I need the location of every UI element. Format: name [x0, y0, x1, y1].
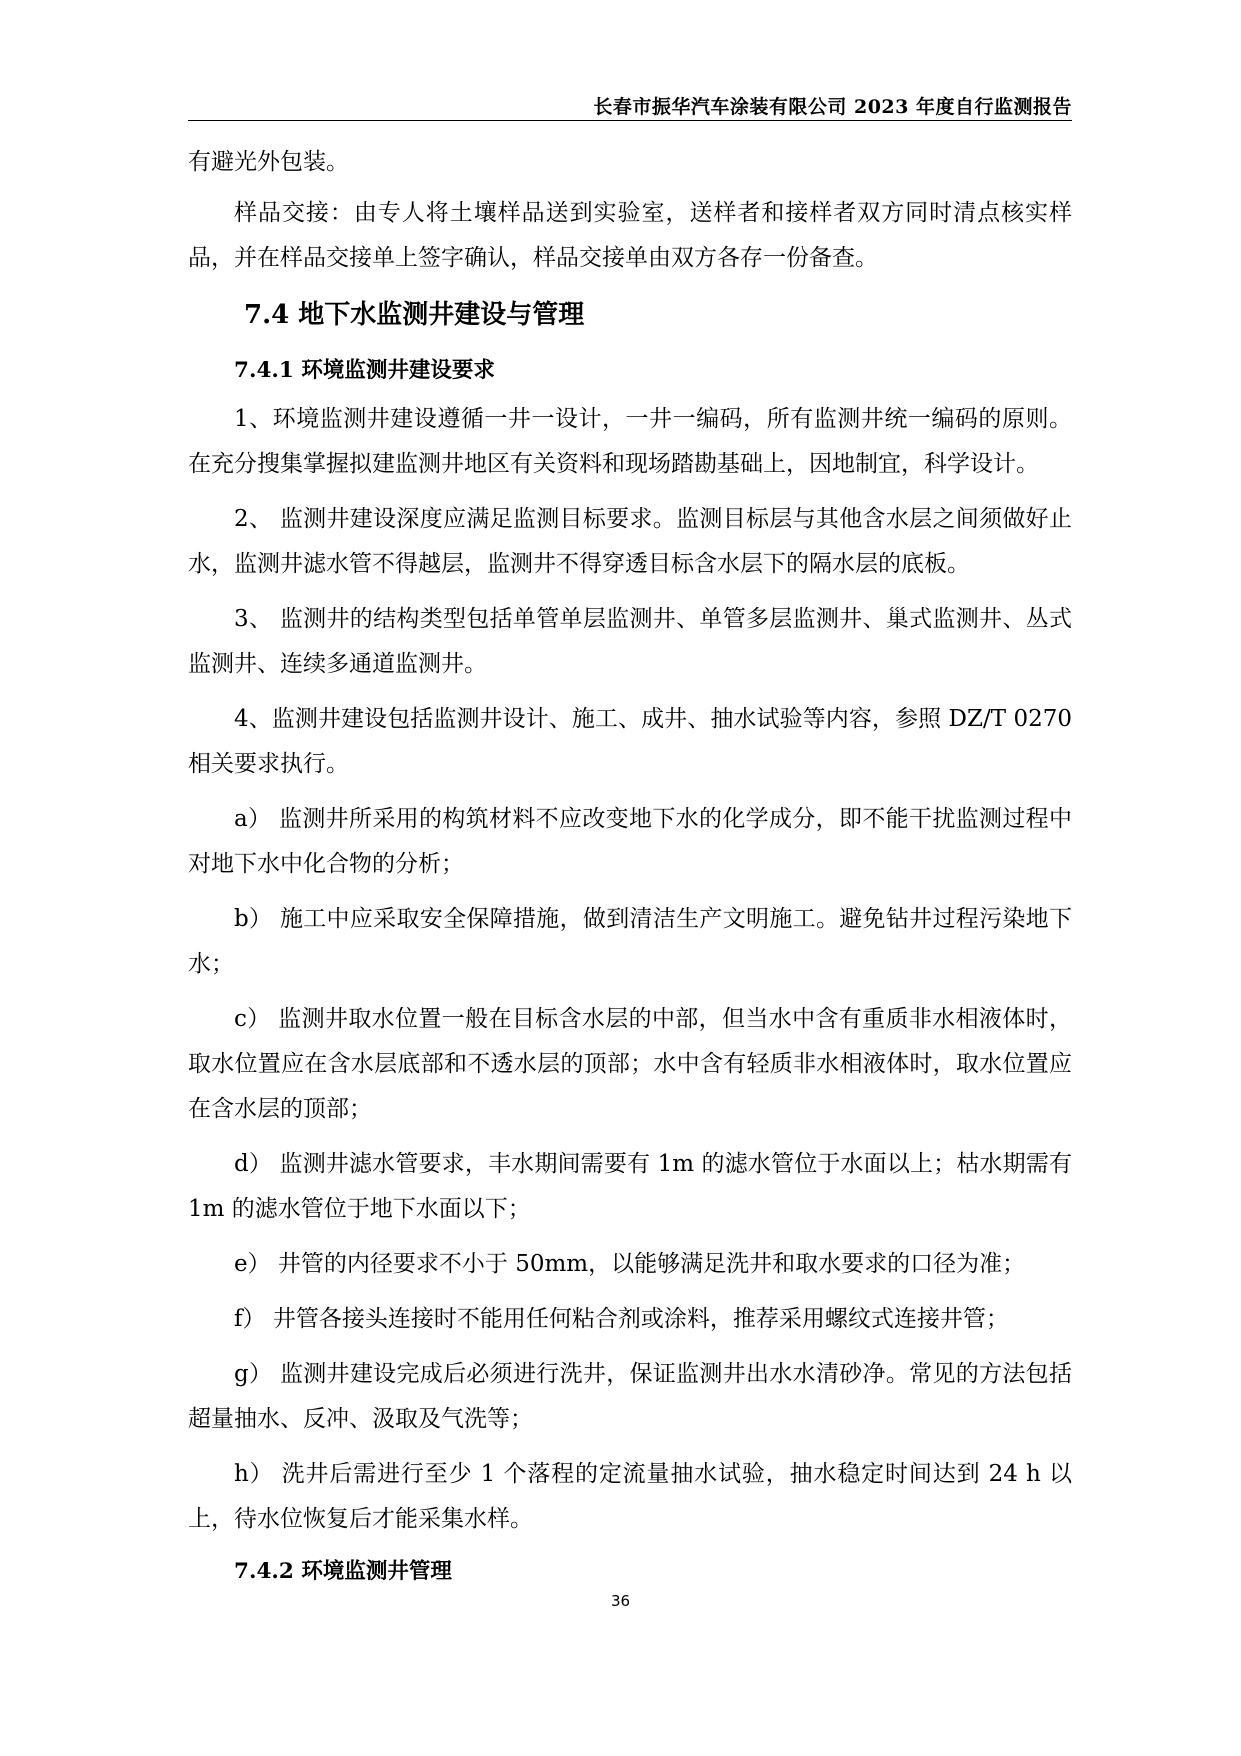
paragraph-item-f: f） 井管各接头连接时不能用任何粘合剂或涂料，推荐采用螺纹式连接井管； — [234, 1306, 1009, 1332]
paragraph-item-b: b） 施工中应采取安全保障措施，做到清洁生产文明施工。避免钻井过程污染地下水； — [188, 906, 1072, 977]
section-heading-7-4: 7.4 地下水监测井建设与管理 — [244, 300, 585, 330]
paragraph-item-a: a） 监测井所采用的构筑材料不应改变地下水的化学成分，即不能干扰监测过程中对地下水中化合物的分析； — [188, 806, 1072, 877]
paragraph-item-e: e） 井管的内径要求不小于 50mm，以能够满足洗井和取水要求的口径为准； — [234, 1251, 1026, 1277]
paragraph-item-4: 4、监测井建设包括监测井设计、施工、成井、抽水试验等内容，参照 DZ/T 0270 相关要求执行。 — [188, 706, 1072, 777]
document-body — [188, 140, 1072, 1598]
paragraph-item-1: 1、环境监测井建设遵循一井一设计，一井一编码，所有监测井统一编码的原则。在充分搜集掌握拟建监测井地区有关资料和现场踏勘基础上，因地制宜，科学设计。 — [188, 406, 1072, 477]
page-header: 长春市振华汽车涂装有限公司 2023 年度自行监测报告 — [593, 96, 1072, 118]
paragraph-item-h: h） 洗井后需进行至少 1 个落程的定流量抽水试验，抽水稳定时间达到 24 h 以上，待水位恢复后才能采集水样。 — [188, 1461, 1072, 1532]
subsection-heading-7-4-1: 7.4.1 环境监测井建设要求 — [234, 358, 495, 383]
paragraph-item-2: 2、 监测井建设深度应满足监测目标要求。监测目标层与其他含水层之间须做好止水，监测井滤水管不得越层，监测井不得穿透目标含水层下的隔水层的底板。 — [188, 506, 1072, 577]
subsection-heading-7-4-2: 7.4.2 环境监测井管理 — [234, 1559, 452, 1584]
paragraph-sample-handover: 样品交接：由专人将土壤样品送到实验室，送样者和接样者双方同时清点核实样品，并在样品交接单上签字确认，样品交接单由双方各存一份备查。 — [188, 200, 1072, 271]
header-divider — [188, 120, 1072, 121]
paragraph-item-3: 3、 监测井的结构类型包括单管单层监测井、单管多层监测井、巢式监测井、丛式监测井、连续多通道监测井。 — [188, 606, 1072, 677]
paragraph-item-g: g） 监测井建设完成后必须进行洗井，保证监测井出水水清砂净。常见的方法包括超量抽水、反冲、汲取及气洗等； — [188, 1361, 1072, 1432]
paragraph-item-c: c） 监测井取水位置一般在目标含水层的中部，但当水中含有重质非水相液体时，取水位置应在含水层底部和不透水层的顶部；水中含有轻质非水相液体时，取水位置应在含水层的顶部； — [188, 1006, 1072, 1122]
paragraph-item-d: d） 监测井滤水管要求，丰水期间需要有 1m 的滤水管位于水面以上；枯水期需有 1m 的滤水管位于地下水面以下； — [188, 1151, 1072, 1222]
paragraph-packaging: 有避光外包装。 — [188, 149, 349, 175]
page-number: 36 — [610, 1592, 631, 1610]
